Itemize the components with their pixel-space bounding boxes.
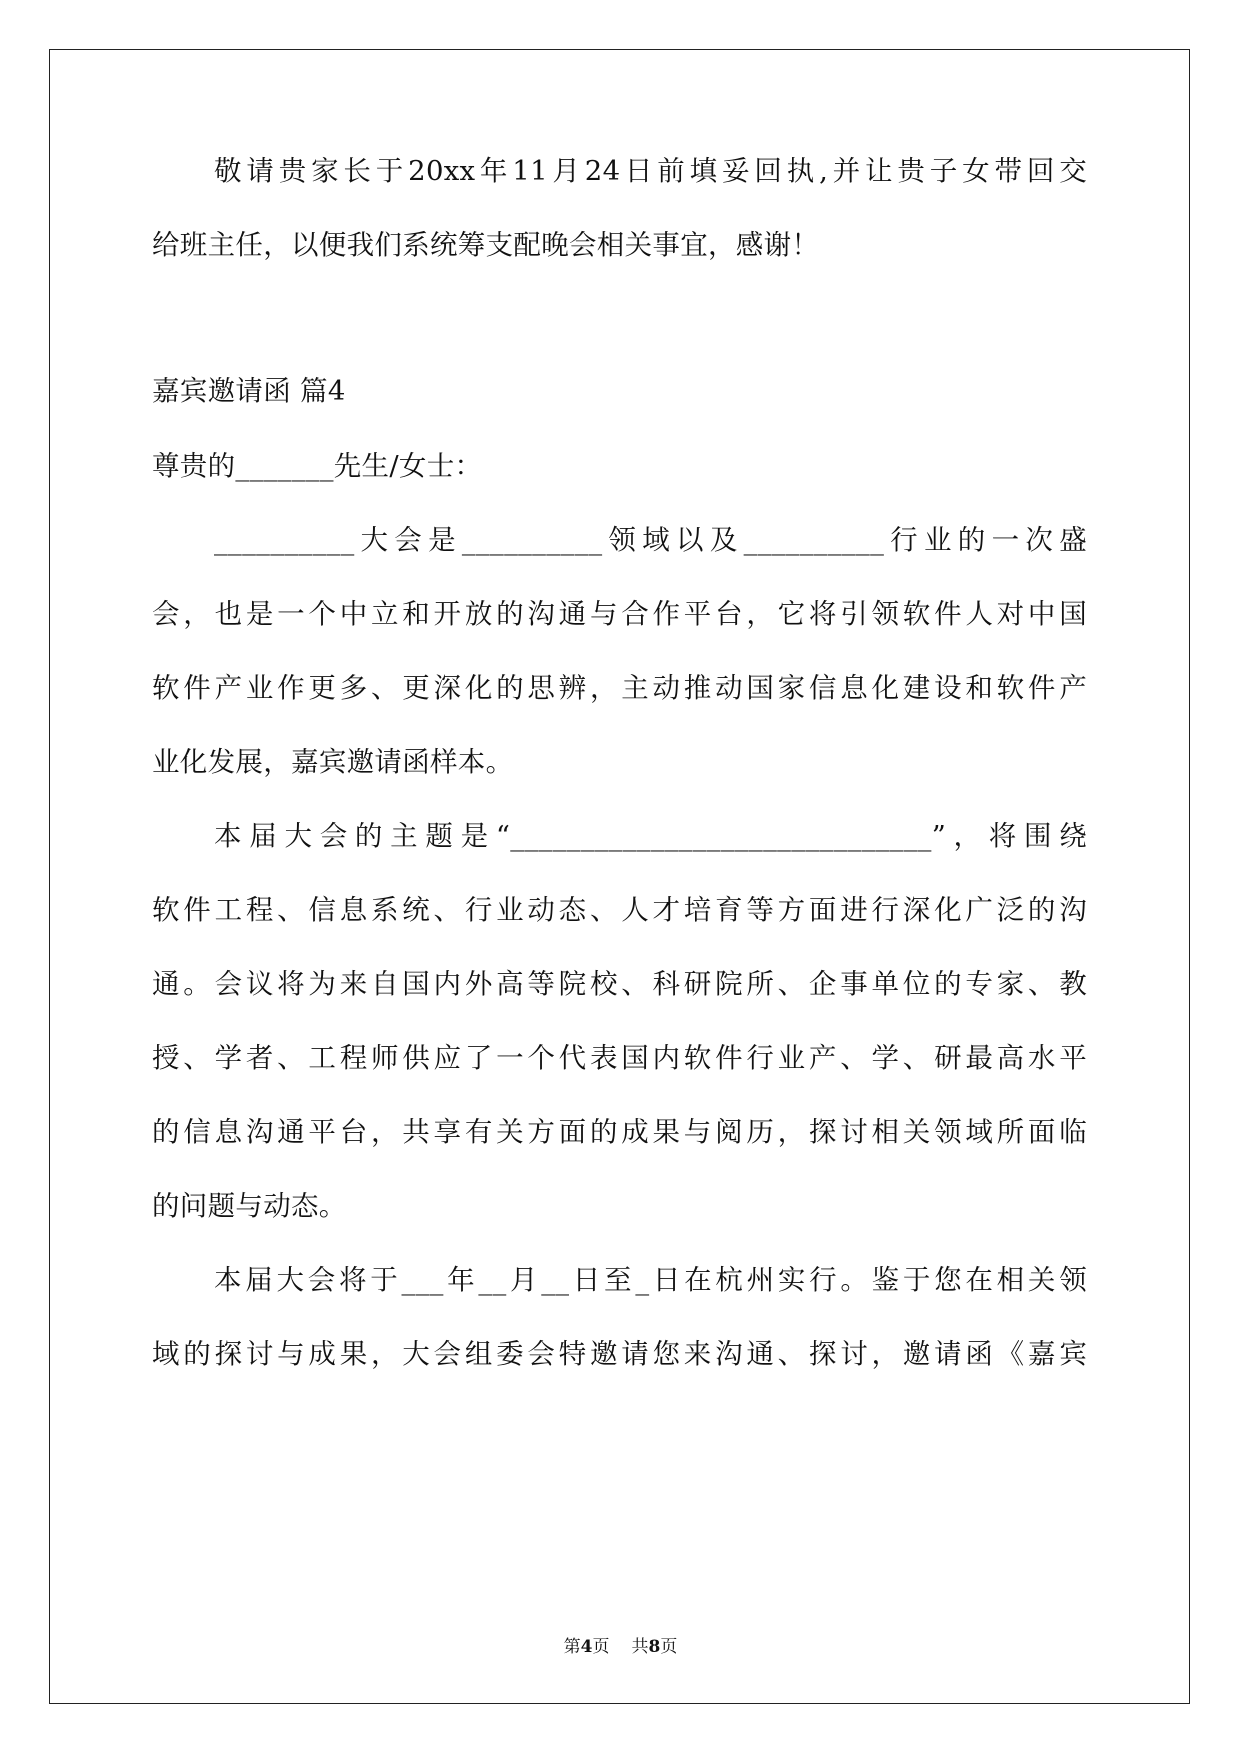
footer-page-number: 4 xyxy=(580,1637,593,1657)
section-heading: 嘉宾邀请函 篇4 xyxy=(152,375,346,407)
paragraph-a-line-1: 敬请贵家长于20xx年11月24日前填妥回执,并让贵子女带回交 xyxy=(214,155,1087,187)
paragraph-b-line-3: 软件产业作更多、更深化的思辨，主动推动国家信息化建设和软件产 xyxy=(152,672,1087,704)
salutation: 尊贵的_______先生/女士： xyxy=(152,450,483,482)
footer-total-unit: 页 xyxy=(660,1637,678,1657)
footer-total-prefix: 共 xyxy=(631,1637,649,1657)
paragraph-c-line-4: 授、学者、工程师供应了一个代表国内软件行业产、学、研最高水平 xyxy=(152,1042,1087,1074)
paragraph-c-line-5: 的信息沟通平台，共享有关方面的成果与阅历，探讨相关领域所面临 xyxy=(152,1116,1087,1148)
footer-total-pages: 8 xyxy=(648,1637,661,1657)
paragraph-c-line-3: 通。会议将为来自国内外高等院校、科研院所、企事单位的专家、教 xyxy=(152,968,1087,1000)
paragraph-d-line-1: 本届大会将于___年__月__日至_日在杭州实行。鉴于您在相关领 xyxy=(214,1264,1087,1296)
footer-page-unit: 页 xyxy=(592,1637,610,1657)
paragraph-c-line-6: 的问题与动态。 xyxy=(152,1190,347,1222)
paragraph-b-line-2: 会，也是一个中立和开放的沟通与合作平台，它将引领软件人对中国 xyxy=(152,598,1087,630)
paragraph-c-line-1: 本届大会的主题是“______________________________”，将围绕 xyxy=(214,820,1087,852)
footer-prefix: 第 xyxy=(563,1637,581,1657)
paragraph-c-line-2: 软件工程、信息系统、行业动态、人才培育等方面进行深化广泛的沟 xyxy=(152,894,1087,926)
paragraph-d-line-2: 域的探讨与成果，大会组委会特邀请您来沟通、探讨，邀请函《嘉宾 xyxy=(152,1338,1087,1370)
paragraph-a-line-2: 给班主任，以便我们系统筹支配晚会相关事宜，感谢！ xyxy=(152,229,820,261)
page-frame xyxy=(49,49,1190,1704)
page-footer xyxy=(0,1635,1241,1659)
paragraph-b-line-1: __________大会是__________领域以及__________行业的一次盛 xyxy=(214,524,1087,556)
paragraph-b-line-4: 业化发展，嘉宾邀请函样本。 xyxy=(152,746,514,778)
